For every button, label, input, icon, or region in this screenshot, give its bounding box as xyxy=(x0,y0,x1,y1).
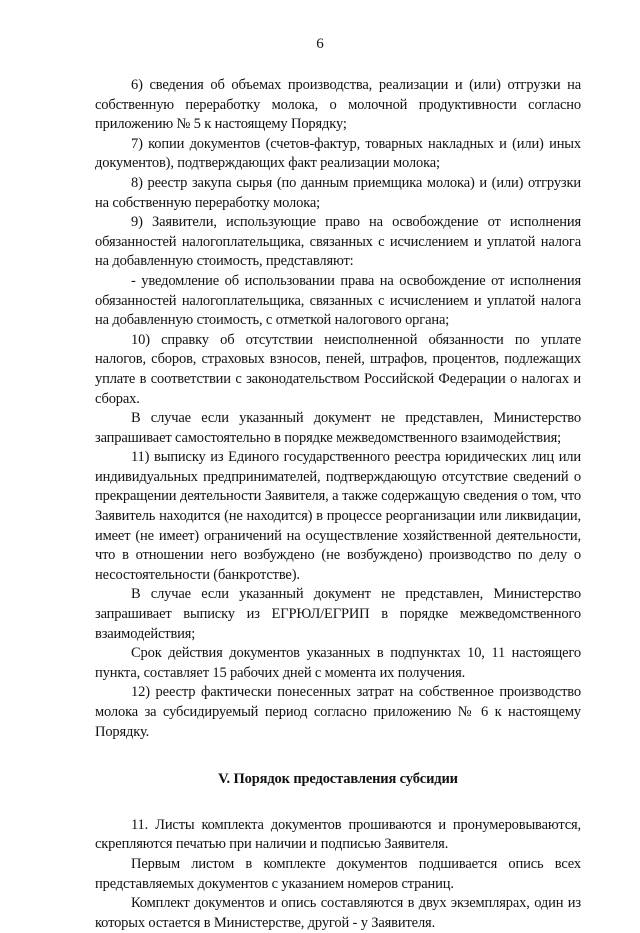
paragraph-item-8: 8) реестр закупа сырья (по данным приемщика молока) и (или) отгрузки на собственную переработку молока; xyxy=(95,174,581,211)
paragraph-item-11-note: В случае если указанный документ не представлен, Министерство запрашивает выписку из ЕГРЮЛ/ЕГРИП в порядке межведомственного взаимодействия; xyxy=(95,586,581,642)
paragraph-item-11: 11) выписку из Единого государственного реестра юридических лиц или индивидуальных предпринимателей, подтверждающую отсутствие сведений о прекращении деятельности Заявителя, а также содержащую сведения о том, что Заявитель находится (не находится) в процессе реорганизации или ликвидации, имеет (не имеет) ограничений на осуществление хозяйственной деятельности, что в отношении него возбуждено (не возбуждено) производство по делу о несостоятельности (банкротстве). xyxy=(95,449,581,583)
paragraph-two-copies: Комплект документов и опись составляются в двух экземплярах, один из которых остается в Министерстве, другой - у Заявителя. xyxy=(95,895,581,931)
section-title: V. Порядок предоставления субсидии xyxy=(218,771,458,788)
paragraph-point-11: 11. Листы комплекта документов прошиваются и пронумеровываются, скрепляются печатью при наличии и подписью Заявителя. xyxy=(95,816,581,853)
paragraph-item-12: 12) реестр фактически понесенных затрат на собственное производство молока за субсидируемый период согласно приложению № 6 к настоящему Порядку. xyxy=(95,684,581,740)
paragraph-first-sheet: Первым листом в комплекте документов подшивается опись всех представляемых документов с указанием номеров страниц. xyxy=(95,855,581,892)
paragraph-item-9: 9) Заявители, использующие право на освобождение от исполнения обязанностей налогоплательщика, связанных с исчислением и уплатой налога на добавленную стоимость, представляют: xyxy=(95,214,581,270)
paragraph-notification: - уведомление об использовании права на освобождение от исполнения обязанностей налогоплательщика, связанных с исчислением и уплатой налога на добавленную стоимость, с отметкой налогового органа; xyxy=(95,272,581,329)
page-number: 6 xyxy=(316,36,324,52)
document-body xyxy=(95,76,581,933)
paragraph-item-7: 7) копии документов (счетов-фактур, товарных накладных и (или) иных документов), подтверждающих факт реализации молока; xyxy=(95,135,581,172)
paragraph-item-10-note: В случае если указанный документ не представлен, Министерство запрашивает самостоятельно в порядке межведомственного взаимодействия; xyxy=(95,410,581,446)
paragraph-item-10: 10) справку об отсутствии неисполненной обязанности по уплате налогов, сборов, страховых взносов, пеней, штрафов, процентов, подлежащих уплате в соответствии с законодательством Российской Федерации о налогах и сборах. xyxy=(95,331,581,407)
paragraph-validity-period: Срок действия документов указанных в подпунктах 10, 11 настоящего пункта, составляет 15 рабочих дней с момента их получения. xyxy=(95,645,581,681)
paragraph-item-6: 6) сведения об объемах производства, реализации и (или) отгрузки на собственную переработку молока, о молочной продуктивности согласно приложению № 5 к настоящему Порядку; xyxy=(95,77,581,133)
